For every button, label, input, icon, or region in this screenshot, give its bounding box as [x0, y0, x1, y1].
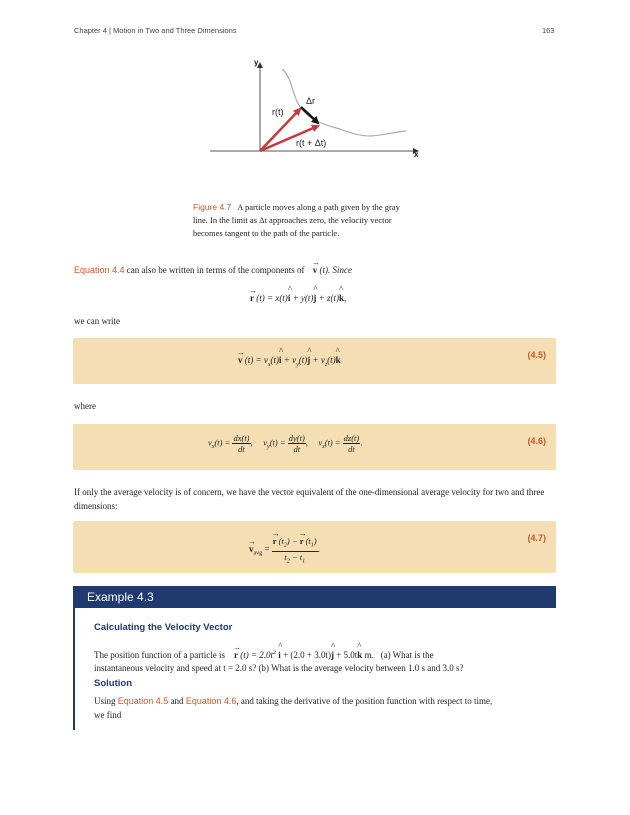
figure-caption [193, 201, 493, 240]
chapter-header: Chapter 4 | Motion in Two and Three Dimensions [74, 26, 237, 35]
equation-4-7: → $v_{avg}$ = → $\frac{r (t_2) - \to r (t_1)}{t_2 - t_1}$ . [249, 533, 320, 566]
caption-line-2: line. In the limit as Δt approaches zero, the velocity vector [193, 215, 392, 225]
position-equation: → r (t) = x(t)^ i + y(t)^ j + z(t)^ k, [250, 291, 346, 305]
equation-4-6-number: (4.6) [527, 436, 546, 446]
figure-4-7-diagram [200, 55, 430, 170]
label-r-t-dt: r(t + Δt) [296, 138, 327, 148]
equation-4-6-link[interactable]: Equation 4.6 [185, 696, 237, 706]
equation-4-4-link[interactable]: Equation 4.4 [74, 265, 125, 275]
equation-4-6: $v_x(t)$ = $\frac{dx(t)}{dt}$ , $v_y(t)$ = $\frac{dy(t)}{dt}$ , $v_z(t)$ = $\frac{dz(t)}{dt}$ . [208, 433, 363, 454]
particle-path [282, 69, 406, 136]
label-delta-r: Δr [306, 96, 316, 106]
delta-r-vector [301, 107, 318, 123]
equation-4-5-link[interactable]: Equation 4.5 [117, 696, 169, 706]
label-r-t: r(t) [272, 107, 284, 117]
example-problem-line-1: The position function of a particle is → r $(t) = 2.0t^2$ ^ i + (2.0 + 3.0t)^ j + 5.0t^ k m. (a) What is the [94, 646, 536, 662]
solution-paragraph: Using Equation 4.5 and Equation 4.6, and taking the derivative of the position function with respect to time, we find [94, 696, 493, 720]
example-banner [73, 586, 556, 608]
caption-line-3: becomes tangent to the path of the particle. [193, 228, 340, 238]
caption-line-1: A particle moves along a path given by the gray [237, 202, 400, 212]
y-axis-label: y [254, 58, 259, 67]
equation-4-5-box [73, 338, 556, 384]
velocity-vector-symbol: → v [313, 263, 318, 277]
example-problem-line-2: instantaneous velocity and speed at t = 2.0 s? (b) What is the average velocity between 1.0 s and 3.0 s? [94, 663, 464, 673]
example-left-rule [73, 608, 75, 730]
equation-4-5-number: (4.5) [527, 350, 546, 360]
equation-4-6-box [73, 424, 556, 470]
example-title: Example 4.3 [87, 590, 154, 604]
we-can-write-text: we can write [74, 316, 120, 326]
average-velocity-paragraph: If only the average velocity is of concern, we have the vector equivalent of the one-dimensional average velocity for two and three dimensions: [74, 487, 545, 511]
page-number: 163 [542, 26, 555, 35]
example-subtitle: Calculating the Velocity Vector [94, 622, 233, 633]
where-text: where [74, 401, 96, 411]
solution-label: Solution [94, 678, 132, 689]
equation-4-5: → v $(t) = v_x(t)\^{}$ $i + v_y(t)\^{}$ $j + v_z(t)\^{}$ k [238, 353, 341, 372]
paragraph-components: Equation 4.4 can also be written in terms of the components of → v (t). Since [74, 263, 564, 277]
equation-4-7-box [73, 521, 556, 573]
figure-label: Figure 4.7 [193, 202, 232, 212]
equation-4-7-number: (4.7) [527, 533, 546, 543]
x-axis-label: x [414, 150, 419, 159]
